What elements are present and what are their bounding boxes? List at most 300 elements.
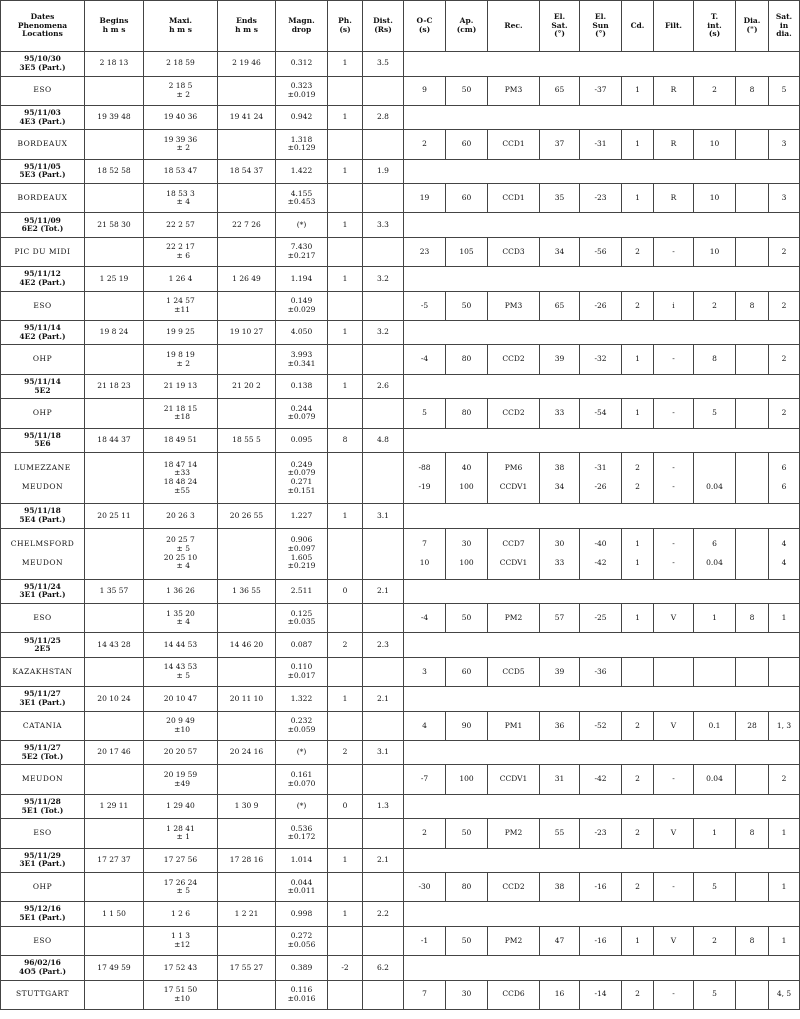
magn-value: 1.318 <box>290 134 313 144</box>
event-max-value: 19 9 25 <box>166 327 195 337</box>
observation-el-sat-value: 35 <box>554 192 565 202</box>
observation-aperture-value: 100 <box>459 557 474 567</box>
observation-o-c-value: -4 <box>420 354 429 364</box>
event-magn-drop <box>276 213 328 238</box>
observation-ph-empty <box>328 130 363 159</box>
magn-error: ±0.341 <box>287 358 316 368</box>
observation-cd <box>622 76 654 105</box>
event-begins-value: 17 49 59 <box>97 962 131 972</box>
observation-el-sun-value: -42 <box>594 557 607 567</box>
event-ph-value: 1 <box>342 166 348 176</box>
event-magn-drop-value: 1.227 <box>290 510 313 520</box>
event-phenomenon: 3E5 (Part.) <box>19 62 66 72</box>
observation-receiver <box>488 873 540 902</box>
observation-o-c-value: -7 <box>420 774 429 784</box>
observation-o-c <box>404 130 446 159</box>
event-ph <box>328 633 363 658</box>
header-line: drop <box>291 25 312 34</box>
event-magn-drop <box>276 504 328 529</box>
observation-t-int-value: 2 <box>712 935 717 945</box>
max-time: 20 9 49 <box>166 716 195 726</box>
observation-begins-empty <box>85 765 144 794</box>
observation-receiver <box>488 184 540 213</box>
observation-el-sun-value: -23 <box>594 828 607 838</box>
event-ends-value: 17 28 16 <box>229 855 264 864</box>
event-dist-value: 2.6 <box>377 381 389 391</box>
event-begins-value: 19 39 48 <box>97 112 131 122</box>
observation-aperture <box>446 237 488 266</box>
event-ends-value: 1 2 21 <box>234 908 259 918</box>
event-begins <box>85 320 144 345</box>
observation-o-c <box>404 765 446 794</box>
event-begins <box>85 267 144 292</box>
observation-ends-empty <box>218 765 276 794</box>
observation-filter <box>654 399 694 428</box>
observation-dia-value <box>737 668 767 677</box>
max-error: ± 5 <box>176 671 190 681</box>
observation-magn-drop <box>276 819 328 848</box>
event-magn-drop-value: 0.389 <box>290 962 313 972</box>
event-row-blank <box>404 428 800 453</box>
observation-receiver-value: PM2 <box>504 828 523 838</box>
event-begins <box>85 794 144 819</box>
observation-cd-value: 2 <box>635 482 640 492</box>
observation-dia-value: 28 <box>747 720 757 730</box>
event-date-phenomenon <box>1 740 85 765</box>
observation-max <box>144 657 218 686</box>
observation-magn-drop <box>276 604 328 633</box>
observation-ends-empty <box>218 184 276 213</box>
event-row <box>1 320 800 345</box>
event-magn-drop <box>276 52 328 77</box>
observation-sat-in-dia <box>769 399 800 428</box>
location-name: CHELMSFORD <box>10 538 75 548</box>
event-max <box>144 52 218 77</box>
observation-dist-empty <box>363 657 404 686</box>
event-max <box>144 687 218 712</box>
magn-error: ±0.219 <box>287 561 316 571</box>
observation-dia-value <box>737 990 767 999</box>
event-ends-value: 19 41 24 <box>229 112 264 122</box>
max-error: ± 4 <box>176 197 190 207</box>
observation-aperture-value: 60 <box>461 192 472 202</box>
observation-el-sun <box>580 184 622 213</box>
event-max <box>144 428 218 453</box>
event-dist-value: 3.5 <box>377 58 389 68</box>
observation-cd <box>622 399 654 428</box>
observation-ph-empty <box>328 926 363 955</box>
observation-o-c <box>404 184 446 213</box>
observation-el-sat-value: 34 <box>554 482 565 492</box>
event-begins-value: 1 25 19 <box>99 273 129 283</box>
observation-cd-value: 2 <box>635 246 640 256</box>
event-dist <box>363 740 404 765</box>
event-date-phenomenon <box>1 902 85 927</box>
magn-value: 0.249 <box>290 459 313 469</box>
header-line: int. <box>707 20 722 30</box>
event-max-value: 14 44 53 <box>163 639 198 649</box>
observation-row <box>1 926 800 955</box>
event-ends-value: 1 30 9 <box>234 801 259 811</box>
observation-t-int-value: 10 <box>709 192 720 202</box>
observation-el-sun-value: -54 <box>594 408 607 418</box>
observation-receiver-value: CCD7 <box>502 538 525 548</box>
observation-dist-empty <box>363 711 404 740</box>
observation-filter <box>654 980 694 1009</box>
observation-receiver-value: CCDV1 <box>499 557 528 567</box>
event-row <box>1 267 800 292</box>
magn-value: 4.155 <box>290 188 313 198</box>
observation-aperture-value: 80 <box>461 408 472 418</box>
event-dist-value: 3.2 <box>377 273 389 283</box>
magn-value: 0.244 <box>290 403 313 413</box>
event-begins <box>85 740 144 765</box>
header-aperture <box>446 1 488 52</box>
observation-dia <box>736 345 769 374</box>
observation-aperture-value: 50 <box>461 300 472 310</box>
magn-error: ±0.079 <box>287 468 316 478</box>
observation-el-sat <box>540 604 580 633</box>
observation-o-c <box>404 926 446 955</box>
observation-location <box>1 819 85 848</box>
observation-receiver-value: CCDV1 <box>499 482 528 492</box>
event-max-value: 19 40 36 <box>163 112 198 122</box>
event-ph <box>328 52 363 77</box>
event-begins-value: 21 18 23 <box>97 381 131 391</box>
event-date-phenomenon <box>1 579 85 604</box>
observation-ends-empty <box>218 980 276 1009</box>
observation-sat-in-dia-value: 2 <box>781 246 787 256</box>
observation-el-sun-value: -36 <box>594 666 607 676</box>
magn-value: 0.116 <box>290 985 313 995</box>
observation-aperture <box>446 345 488 374</box>
observation-sat-in-dia <box>769 765 800 794</box>
observation-el-sun-value: -32 <box>594 354 607 364</box>
observation-max <box>144 873 218 902</box>
max-error: ±33 <box>174 468 190 478</box>
magn-value: 7.430 <box>290 242 313 252</box>
observation-dia-value: 8 <box>749 935 755 945</box>
observation-row <box>1 528 800 579</box>
event-dist <box>363 579 404 604</box>
max-time: 20 25 10 <box>163 552 198 562</box>
event-begins-value: 2 18 13 <box>99 58 129 68</box>
max-error: ±55 <box>174 485 190 495</box>
observation-dia-value <box>737 248 767 257</box>
event-row-blank <box>404 320 800 345</box>
observation-sat-in-dia-value: 4, 5 <box>776 989 792 999</box>
magn-block <box>277 825 326 842</box>
observation-sat-in-dia-value: 1, 3 <box>776 720 792 730</box>
observation-receiver-value: CCD2 <box>502 881 525 891</box>
observation-ends-empty <box>218 76 276 105</box>
observation-ph-empty <box>328 873 363 902</box>
observation-location <box>1 184 85 213</box>
observation-max <box>144 819 218 848</box>
observation-sat-in-dia-value: 2 <box>781 354 787 364</box>
event-magn-drop-value: 1.014 <box>290 855 313 864</box>
event-dist-value: 2.8 <box>377 112 389 122</box>
header-line: Ends <box>236 16 257 26</box>
observation-cd-value: 2 <box>635 989 640 999</box>
event-max-value: 1 29 40 <box>166 801 195 811</box>
observation-dist-empty <box>363 291 404 320</box>
event-row <box>1 374 800 399</box>
header-magn-drop <box>276 1 328 52</box>
event-date: 95/11/28 <box>24 796 61 806</box>
header-t-int <box>694 1 736 52</box>
observation-aperture <box>446 926 488 955</box>
max-time: 1 35 20 <box>166 608 195 618</box>
observation-magn-drop <box>276 657 328 686</box>
observation-cd <box>622 453 654 504</box>
magn-error: ±0.129 <box>287 143 316 153</box>
observation-ph-empty <box>328 657 363 686</box>
observation-o-c-value: 7 <box>422 538 427 548</box>
observation-aperture <box>446 765 488 794</box>
observation-begins-empty <box>85 604 144 633</box>
observation-ends-empty <box>218 291 276 320</box>
observation-cd-value: 1 <box>635 354 640 364</box>
header-maxi <box>144 1 218 52</box>
observation-o-c-value: 10 <box>419 557 430 567</box>
observation-magn-drop <box>276 184 328 213</box>
observation-dist-empty <box>363 926 404 955</box>
observation-row <box>1 604 800 633</box>
observation-cd <box>622 291 654 320</box>
observation-el-sun-value: -14 <box>594 989 607 999</box>
magn-value: 3.993 <box>290 350 313 359</box>
observation-o-c-value: -19 <box>418 482 431 492</box>
observation-max <box>144 291 218 320</box>
observation-cd-value: 2 <box>635 300 640 310</box>
observation-t-int <box>694 399 736 428</box>
event-max-value: 22 2 57 <box>166 219 195 229</box>
observation-el-sun-value: -26 <box>594 482 607 492</box>
event-phenomenon: 4E3 (Part.) <box>19 116 66 126</box>
event-max <box>144 579 218 604</box>
event-date-phenomenon <box>1 687 85 712</box>
event-max-value: 1 26 4 <box>168 273 193 283</box>
event-row <box>1 902 800 927</box>
event-dist-value: 1.3 <box>377 801 389 811</box>
event-magn-drop <box>276 633 328 658</box>
observation-aperture <box>446 291 488 320</box>
observation-dist-empty <box>363 873 404 902</box>
observation-aperture-value: 60 <box>461 666 472 676</box>
observation-filter <box>654 873 694 902</box>
event-begins <box>85 374 144 399</box>
observation-ph-empty <box>328 819 363 848</box>
event-magn-drop <box>276 267 328 292</box>
event-date-phenomenon <box>1 504 85 529</box>
location-name: STUTTGART <box>15 989 70 999</box>
observation-begins-empty <box>85 184 144 213</box>
observation-ph-empty <box>328 980 363 1009</box>
event-row <box>1 956 800 981</box>
observation-o-c-value: 7 <box>422 989 427 999</box>
event-ends <box>218 740 276 765</box>
max-time-block <box>145 190 216 207</box>
event-magn-drop <box>276 105 328 130</box>
observation-sat-in-dia-value: 2 <box>781 300 787 310</box>
observation-filter-value: - <box>672 774 675 784</box>
event-begins <box>85 848 144 873</box>
event-date-phenomenon <box>1 213 85 238</box>
magn-block <box>277 554 326 571</box>
event-date-phenomenon <box>1 267 85 292</box>
observation-location <box>1 345 85 374</box>
observation-dia <box>736 926 769 955</box>
observation-filter-value: - <box>672 989 675 999</box>
event-dist-value: 3.1 <box>377 510 389 520</box>
event-ph-value: 1 <box>342 855 348 864</box>
observation-sat-in-dia-value: 1 <box>781 612 787 622</box>
magn-error: ±0.056 <box>287 940 316 949</box>
magn-error: ±0.070 <box>287 778 316 788</box>
observation-aperture <box>446 130 488 159</box>
observation-receiver-value: CCDV1 <box>499 774 528 784</box>
max-time: 22 2 17 <box>166 242 195 252</box>
event-row-blank <box>404 687 800 712</box>
magn-block <box>277 461 326 478</box>
observation-t-int <box>694 980 736 1009</box>
location-name: ESO <box>33 828 52 838</box>
event-phenomenon: 3E1 (Part.) <box>19 859 66 869</box>
magn-error: ±0.151 <box>287 485 316 495</box>
observation-dia <box>736 453 769 504</box>
observation-dia <box>736 291 769 320</box>
observation-receiver <box>488 604 540 633</box>
magn-error: ±0.017 <box>287 671 316 681</box>
observation-t-int-value: 10 <box>709 246 720 256</box>
observation-el-sat-value: 38 <box>554 463 565 473</box>
header-line: (s) <box>708 29 721 39</box>
event-magn-drop-value: (*) <box>296 747 307 757</box>
magn-block <box>277 932 326 949</box>
observation-dia-value <box>737 540 767 549</box>
event-ph-value: 8 <box>342 435 348 445</box>
event-ends <box>218 633 276 658</box>
event-ph <box>328 740 363 765</box>
event-ph <box>328 213 363 238</box>
observation-location <box>1 765 85 794</box>
observation-el-sat-value: 33 <box>554 557 565 567</box>
magn-error: ±0.029 <box>287 304 316 314</box>
event-begins <box>85 579 144 604</box>
observation-begins-empty <box>85 980 144 1009</box>
header-line: Magn. <box>288 16 315 26</box>
event-ph-value: 1 <box>342 112 348 122</box>
observation-el-sun-value: -16 <box>594 881 607 891</box>
observation-o-c-value: -88 <box>418 463 431 473</box>
event-begins-value: 19 8 24 <box>99 327 129 337</box>
observation-ends-empty <box>218 237 276 266</box>
observation-max <box>144 528 218 579</box>
event-dist-value: 2.1 <box>377 855 389 864</box>
max-time-block <box>145 461 216 478</box>
observation-el-sat <box>540 926 580 955</box>
max-time: 19 39 36 <box>163 134 198 144</box>
event-ends <box>218 687 276 712</box>
observation-filter-value: V <box>670 935 677 945</box>
max-error: ± 4 <box>176 617 190 627</box>
observation-sat-in-dia-value: 6 <box>781 482 787 492</box>
observation-el-sun <box>580 345 622 374</box>
header-line: h m s <box>235 25 258 34</box>
max-time-block <box>145 478 216 495</box>
header-el-sun <box>580 1 622 52</box>
observation-ends-empty <box>218 528 276 579</box>
event-ph <box>328 428 363 453</box>
magn-block <box>277 136 326 153</box>
observation-row <box>1 711 800 740</box>
observation-max <box>144 399 218 428</box>
magn-value: 0.536 <box>290 823 313 833</box>
header-line: in <box>779 20 789 30</box>
event-date: 95/11/18 <box>24 430 61 440</box>
event-dist <box>363 848 404 873</box>
event-begins <box>85 159 144 184</box>
observation-sat-in-dia <box>769 453 800 504</box>
observation-aperture-value: 50 <box>461 612 472 622</box>
observation-el-sat <box>540 184 580 213</box>
observation-dia-value: 8 <box>749 828 755 838</box>
observation-receiver <box>488 711 540 740</box>
event-max-value: 17 52 43 <box>163 962 198 972</box>
observation-el-sun-value: -16 <box>594 935 607 945</box>
event-max <box>144 740 218 765</box>
observation-receiver-value: CCD5 <box>502 666 525 676</box>
observation-ph-empty <box>328 528 363 579</box>
magn-block <box>277 663 326 680</box>
observation-row <box>1 237 800 266</box>
observation-dist-empty <box>363 453 404 504</box>
observation-filter <box>654 711 694 740</box>
observation-el-sat <box>540 528 580 579</box>
event-date-phenomenon <box>1 633 85 658</box>
event-row-blank <box>404 794 800 819</box>
event-dist <box>363 52 404 77</box>
observation-el-sun-value: -25 <box>594 612 607 622</box>
location-name: BORDEAUX <box>17 139 68 149</box>
observation-sat-in-dia-value: 3 <box>781 139 787 149</box>
location-name: CATANIA <box>22 720 63 730</box>
event-row <box>1 504 800 529</box>
observation-t-int <box>694 926 736 955</box>
observation-sat-in-dia <box>769 237 800 266</box>
event-date-phenomenon <box>1 52 85 77</box>
event-ends-value: 1 36 55 <box>232 586 261 596</box>
event-ph-value: 1 <box>342 273 348 283</box>
observation-el-sun-value: -37 <box>594 85 607 95</box>
observation-cd <box>622 819 654 848</box>
observation-filter-value: - <box>672 246 675 256</box>
observation-begins-empty <box>85 399 144 428</box>
event-begins-value: 17 27 37 <box>97 855 131 864</box>
observation-aperture-value: 80 <box>461 881 472 891</box>
observation-el-sat-value: 37 <box>554 139 565 149</box>
header-line: Maxi. <box>168 16 193 26</box>
event-row-blank <box>404 579 800 604</box>
event-phenomenon: 5E1 (Part.) <box>19 913 66 923</box>
observation-dia <box>736 980 769 1009</box>
observation-max <box>144 453 218 504</box>
observation-dist-empty <box>363 604 404 633</box>
observation-dist-empty <box>363 399 404 428</box>
observation-el-sat <box>540 399 580 428</box>
event-ph <box>328 794 363 819</box>
